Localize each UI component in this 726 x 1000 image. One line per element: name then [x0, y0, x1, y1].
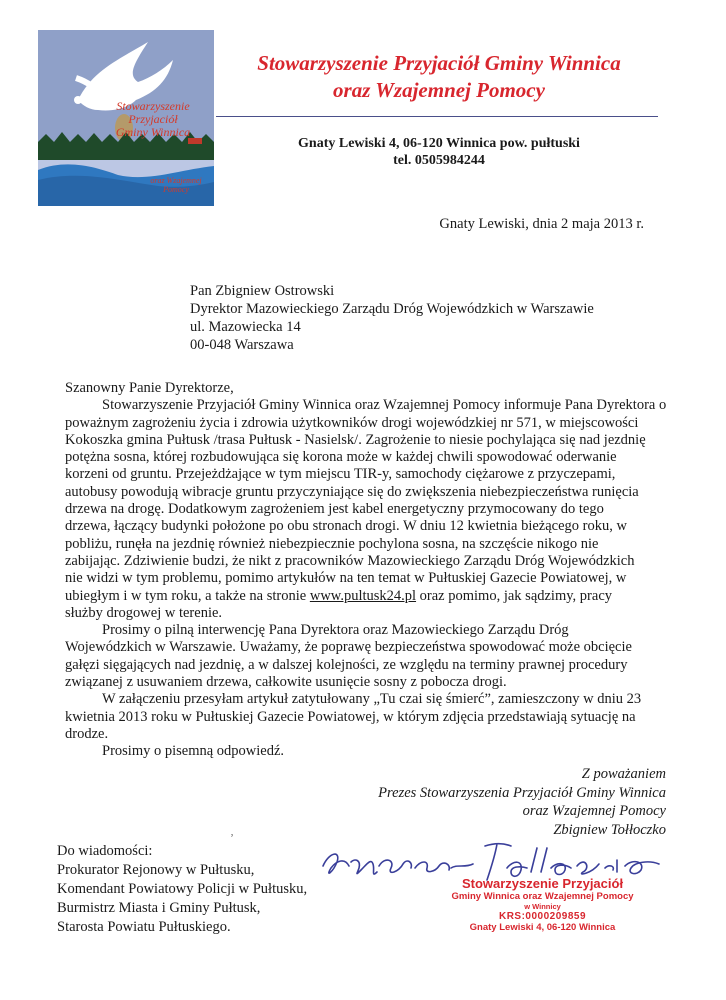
official-stamp [440, 876, 645, 933]
body-line: Prosimy o pisemną odpowiedź. [102, 743, 285, 760]
logo-text-line: oraz Wzajemnej [150, 176, 202, 185]
body-line: Stowarzyszenie Przyjaciół Gminy Winnica oraz Wzajemnej Pomocy informuje Pana Dyrektora o [102, 397, 667, 414]
address-line: Gnaty Lewiski 4, 06-120 Winnica pow. pułtuski [298, 136, 580, 151]
body-line: związanej z usuwaniem drzewa, całkowite usunięcie sosny z pobocza drogi. [65, 674, 507, 691]
body-line: W załączeniu przesyłam artykuł zatytułowany „Tu czai się śmierć”, zamieszczony w dniu 23 [102, 691, 642, 708]
closing-block [300, 765, 666, 839]
body-line: nie widzi w tym problemu, pomimo artykułów na ten temat w Pułtuskiej Gazecie Powiatowej, w [65, 570, 627, 587]
body-line: drzewa, łączący budynki położone po obu stronach drogi. W dniu 12 kwietnia bieżącego roku, w [65, 518, 627, 535]
body-line: pobliżu, runęła na jezdnię również niebezpiecznie pochylona sosna, na szczęście nikogo nie [65, 535, 599, 552]
cc-block [57, 842, 307, 937]
cc-item: Komendant Powiatowy Policji w Pułtusku, [57, 881, 308, 897]
body-line: poważnym zagrożeniu życia i zdrowia użytkowników drogi wojewódzkiej nr 571, w miejscowości [65, 414, 639, 431]
header-divider [216, 116, 658, 117]
organization-title-line: Stowarzyszenie Przyjaciół Gminy Winnica [257, 51, 621, 75]
body-line: Kokoszka gmina Pułtusk /trasa Pułtusk - Nasielsk/. Zagrożenie to niesie pochylająca się nad jezdnię [65, 431, 646, 448]
body-line: zabijając. Zdziwienie budzi, że nikt z pracowników Mazowieckiego Zarządu Dróg Wojewódzkich [65, 552, 635, 569]
logo-text-line: Stowarzyszenie [116, 99, 190, 113]
body-line: służby drogowej w terenie. [65, 604, 223, 621]
cc-heading: Do wiadomości: [57, 843, 153, 859]
stamp-line: Stowarzyszenie Przyjaciół [461, 876, 624, 891]
margin-mark: ʼ [230, 831, 234, 845]
letter-body [65, 380, 667, 761]
stamp-line: Gminy Winnica oraz Wzajemnej Pomocy [451, 891, 634, 902]
signer-role: oraz Wzajemnej Pomocy [522, 803, 666, 819]
cc-item: Starosta Powiatu Pułtuskiego. [57, 919, 231, 935]
signer-role: Prezes Stowarzyszenia Przyjaciół Gminy Winnica [378, 784, 666, 801]
closing-greeting: Z poważaniem [581, 766, 666, 782]
logo-text-line: Przyjaciół [128, 112, 178, 126]
body-line: Wojewódzkich w Warszawie. Uważamy, że poprawę bezpieczeństwa spowodować może obcięcie [65, 639, 632, 656]
body-line: drodze. [65, 725, 109, 742]
phone-line: tel. 0505984244 [393, 153, 485, 168]
body-line: Prosimy o pilną interwencję Pana Dyrektora oraz Mazowieckiego Zarządu Dróg [102, 622, 569, 639]
cc-item: Prokurator Rejonowy w Pułtusku, [57, 862, 255, 878]
body-line: korzeni od gruntu. Przejeżdżające w tym miejscu TIR-y, samochody ciężarowe z przyczepami, [65, 466, 616, 483]
salutation: Szanowny Panie Dyrektorze, [65, 380, 234, 396]
logo-name [98, 100, 208, 139]
stamp-line: Gnaty Lewiski 4, 06-120 Winnica [469, 922, 616, 933]
website-link[interactable]: www.pultusk24.pl [309, 587, 417, 604]
organization-title [214, 50, 664, 104]
organization-address [214, 135, 664, 169]
stamp-line: w Winnicy [524, 902, 561, 911]
stamp-line: KRS:0000209859 [498, 911, 587, 922]
signer-name: Zbigniew Tołłoczko [553, 821, 666, 838]
logo-text-line: Pomocy [163, 185, 189, 194]
recipient-block [190, 282, 594, 354]
recipient-city: 00-048 Warszawa [190, 337, 294, 353]
body-line: autobusy powodują wibracje gruntu przyczyniające się do zwiększenia niebezpieczeństwa runięcia [65, 483, 639, 500]
body-line: kwietnia 2013 roku w Pułtuskiej Gazecie Powiatowej, w którym zdjęcia przedstawiają sytuację na [65, 708, 636, 725]
body-line: drzewa na drogę. Dodatkowym zagrożeniem jest kabel energetyczny przymocowany do tego [65, 501, 604, 518]
body-text-segment: oraz pomimo, jak sądzimy, pracy [416, 587, 613, 604]
body-line: gałęzi sięgających nad jezdnię, a w dalszej kolejności, ze względu na terminy prawnej procedury [65, 656, 628, 673]
body-line [65, 588, 645, 605]
letter-date: Gnaty Lewiski, dnia 2 maja 2013 r. [439, 216, 644, 232]
cc-item: Burmistrz Miasta i Gminy Pułtusk, [57, 900, 261, 916]
logo-text-line: Gminy Winnica [115, 125, 191, 139]
body-text-segment: ubiegłym i w tym roku, a także na stronie [65, 587, 310, 604]
logo-subname [138, 176, 214, 194]
organization-logo [38, 30, 214, 206]
body-line: potężna sosna, której rozbudowująca się korona może w każdej chwili spowodować oderwanie [65, 449, 617, 466]
recipient-street: ul. Mazowiecka 14 [190, 319, 301, 335]
recipient-title: Dyrektor Mazowieckiego Zarządu Dróg Wojewódzkich w Warszawie [190, 301, 594, 317]
recipient-name: Pan Zbigniew Ostrowski [190, 283, 335, 299]
organization-title-line: oraz Wzajemnej Pomocy [333, 78, 545, 102]
